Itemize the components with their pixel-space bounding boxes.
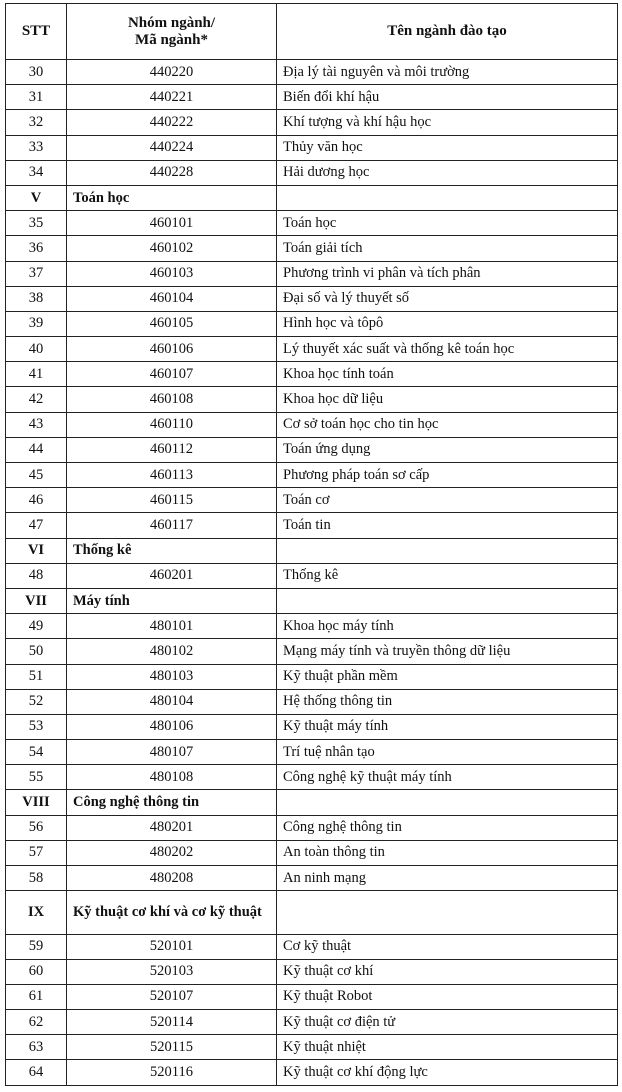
cell-code: 440222 [67,110,277,135]
cell-stt: 53 [6,714,67,739]
cell-program-name: Toán cơ [277,488,618,513]
cell-code: 460102 [67,236,277,261]
cell-stt: 42 [6,387,67,412]
cell-program-name [277,538,618,563]
cell-code: 480101 [67,614,277,639]
cell-program-name [277,891,618,934]
cell-program-name: Kỹ thuật cơ khí [277,959,618,984]
cell-stt: 37 [6,261,67,286]
programs-table [5,3,618,1086]
cell-stt: 50 [6,639,67,664]
cell-code: 480106 [67,714,277,739]
cell-program-name: Thống kê [277,563,618,588]
table-row [6,261,618,286]
cell-program-name: Hệ thống thông tin [277,689,618,714]
cell-program-name [277,588,618,613]
table-row [6,614,618,639]
cell-code: 460104 [67,286,277,311]
cell-program-name: Thủy văn học [277,135,618,160]
cell-code: 460103 [67,261,277,286]
cell-program-name: Kỹ thuật cơ điện tử [277,1010,618,1035]
cell-code: 460105 [67,311,277,336]
table-row [6,412,618,437]
cell-program-name: Mạng máy tính và truyền thông dữ liệu [277,639,618,664]
cell-program-name: Toán giải tích [277,236,618,261]
cell-program-name: Biến đổi khí hậu [277,85,618,110]
cell-stt: 30 [6,60,67,85]
cell-stt: 64 [6,1060,67,1086]
cell-code: 480102 [67,639,277,664]
cell-stt: IX [6,891,67,934]
cell-program-name: Toán ứng dụng [277,437,618,462]
table-row [6,362,618,387]
cell-program-name: Cơ kỹ thuật [277,934,618,959]
cell-code: 460106 [67,337,277,362]
cell-program-name: An ninh mạng [277,866,618,891]
cell-code: 520101 [67,934,277,959]
table-body [6,60,618,1086]
table-row [6,639,618,664]
cell-stt: 60 [6,959,67,984]
cell-stt: VI [6,538,67,563]
table-row [6,160,618,185]
table-row [6,714,618,739]
cell-code: 480107 [67,740,277,765]
cell-stt: 48 [6,563,67,588]
cell-stt: 44 [6,437,67,462]
header-group-code-line2: Mã ngành* [135,31,208,48]
cell-program-name: Hải dương học [277,160,618,185]
cell-code: 480108 [67,765,277,790]
table-row [6,463,618,488]
cell-code: 460201 [67,563,277,588]
cell-stt: 36 [6,236,67,261]
group-header-row [6,538,618,563]
cell-program-name: Khoa học máy tính [277,614,618,639]
cell-stt: 62 [6,1010,67,1035]
table-row [6,60,618,85]
cell-group-name: Thống kê [67,538,277,563]
cell-program-name: Kỹ thuật cơ khí động lực [277,1060,618,1086]
table-row [6,135,618,160]
cell-code: 520116 [67,1060,277,1086]
cell-program-name: Trí tuệ nhân tạo [277,740,618,765]
cell-stt: 45 [6,463,67,488]
cell-program-name: Phương trình vi phân và tích phân [277,261,618,286]
cell-program-name: Phương pháp toán sơ cấp [277,463,618,488]
cell-group-name: Công nghệ thông tin [67,790,277,815]
cell-code: 440228 [67,160,277,185]
cell-code: 460110 [67,412,277,437]
cell-stt: 40 [6,337,67,362]
table-header-row [6,4,618,60]
table-row [6,959,618,984]
cell-stt: 47 [6,513,67,538]
group-header-row [6,185,618,210]
cell-program-name: Kỹ thuật nhiệt [277,1035,618,1060]
cell-stt: 51 [6,664,67,689]
cell-stt: 56 [6,815,67,840]
table-row [6,387,618,412]
cell-stt: 32 [6,110,67,135]
cell-program-name: Công nghệ kỹ thuật máy tính [277,765,618,790]
cell-program-name: Khí tượng và khí hậu học [277,110,618,135]
table-row [6,85,618,110]
cell-stt: 39 [6,311,67,336]
cell-code: 460108 [67,387,277,412]
cell-code: 520114 [67,1010,277,1035]
cell-code: 440221 [67,85,277,110]
cell-code: 460101 [67,211,277,236]
cell-stt: 34 [6,160,67,185]
cell-stt: 43 [6,412,67,437]
cell-program-name: Kỹ thuật phần mềm [277,664,618,689]
cell-group-name: Máy tính [67,588,277,613]
table-row [6,689,618,714]
cell-program-name: Khoa học tính toán [277,362,618,387]
cell-code: 480208 [67,866,277,891]
cell-code: 460113 [67,463,277,488]
cell-stt: 49 [6,614,67,639]
cell-stt: 54 [6,740,67,765]
cell-code: 440220 [67,60,277,85]
table-row [6,236,618,261]
cell-program-name: Kỹ thuật Robot [277,984,618,1009]
cell-stt: 41 [6,362,67,387]
table-row [6,337,618,362]
cell-stt: 38 [6,286,67,311]
cell-program-name: An toàn thông tin [277,840,618,865]
cell-program-name: Kỹ thuật máy tính [277,714,618,739]
group-header-row [6,588,618,613]
cell-stt: V [6,185,67,210]
cell-code: 460115 [67,488,277,513]
table-row [6,815,618,840]
group-header-row [6,790,618,815]
header-program-name: Tên ngành đào tạo [277,4,618,60]
table-row [6,740,618,765]
header-group-code-line1: Nhóm ngành/ [127,14,216,31]
cell-stt: 59 [6,934,67,959]
cell-program-name: Hình học và tôpô [277,311,618,336]
group-header-row [6,891,618,934]
table-row [6,211,618,236]
table-row [6,437,618,462]
cell-program-name: Đại số và lý thuyết số [277,286,618,311]
cell-code: 520107 [67,984,277,1009]
cell-stt: VIII [6,790,67,815]
header-group-code [67,4,277,60]
cell-stt: 55 [6,765,67,790]
cell-code: 440224 [67,135,277,160]
table-row [6,286,618,311]
table-row [6,1010,618,1035]
table-row [6,840,618,865]
cell-program-name: Khoa học dữ liệu [277,387,618,412]
cell-code: 480202 [67,840,277,865]
table-row [6,866,618,891]
cell-program-name: Cơ sở toán học cho tin học [277,412,618,437]
cell-program-name: Toán tin [277,513,618,538]
cell-group-name: Kỹ thuật cơ khí và cơ kỹ thuật [67,891,277,934]
cell-stt: 33 [6,135,67,160]
cell-stt: VII [6,588,67,613]
cell-stt: 52 [6,689,67,714]
cell-code: 520115 [67,1035,277,1060]
table-row [6,110,618,135]
cell-stt: 63 [6,1035,67,1060]
cell-program-name: Toán học [277,211,618,236]
table-row [6,1035,618,1060]
cell-program-name: Lý thuyết xác suất và thống kê toán học [277,337,618,362]
cell-code: 480103 [67,664,277,689]
table-row [6,563,618,588]
table-row [6,488,618,513]
cell-stt: 35 [6,211,67,236]
cell-program-name [277,185,618,210]
table-row [6,1060,618,1086]
cell-stt: 46 [6,488,67,513]
cell-code: 480104 [67,689,277,714]
table-row [6,513,618,538]
table-row [6,934,618,959]
cell-code: 460112 [67,437,277,462]
table-row [6,311,618,336]
table-row [6,664,618,689]
cell-code: 520103 [67,959,277,984]
cell-stt: 58 [6,866,67,891]
cell-stt: 57 [6,840,67,865]
cell-code: 480201 [67,815,277,840]
cell-program-name: Công nghệ thông tin [277,815,618,840]
cell-code: 460107 [67,362,277,387]
cell-group-name: Toán học [67,185,277,210]
header-stt: STT [6,4,67,60]
table-row [6,765,618,790]
cell-program-name [277,790,618,815]
table-row [6,984,618,1009]
cell-code: 460117 [67,513,277,538]
cell-stt: 61 [6,984,67,1009]
cell-stt: 31 [6,85,67,110]
cell-program-name: Địa lý tài nguyên và môi trường [277,60,618,85]
